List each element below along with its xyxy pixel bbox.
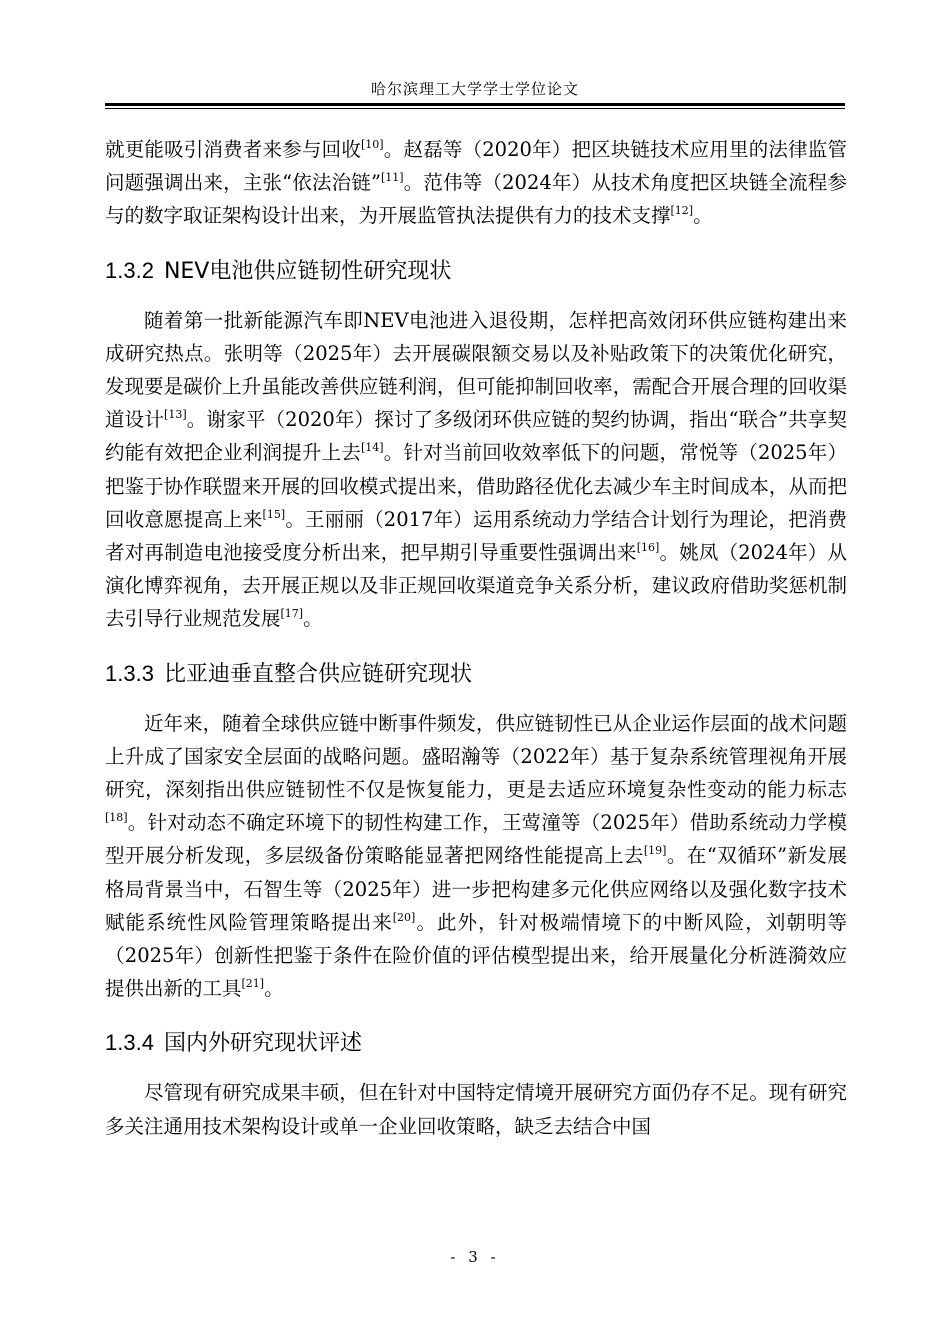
- citation: [16]: [636, 541, 660, 555]
- text-run: 。姚凤（2024年）从演化博弈视角，去开展正规以及非正规回收渠道竞争关系分析，建议政府借助奖惩机制去引导行业规范发展: [105, 541, 847, 631]
- text-run: 随着第一批新能源汽车即NEV电池进入退役期，怎样把高效闭环供应链构建出来成研究热点。张明等（2025年）去开展碳限额交易以及补贴政策下的决策优化研究，发现要是碳价上升虽能改善供应链利润，但可能抑制回收率，需配合开展合理的回收渠道设计: [105, 308, 847, 432]
- paragraph-blockchain-regulation: [105, 133, 847, 233]
- section-heading-1-3-2: [105, 255, 847, 288]
- text-run: 。: [264, 977, 284, 1001]
- text-run: 。针对动态不确定环境下的韧性构建工作，王莺潼等（2025年）借助系统动力学模型开展分析发现，多层级备份策略能显著把网络性能提高上去: [105, 811, 847, 868]
- section-number: 1.3.2: [105, 257, 154, 283]
- text-run: 。王丽丽（2017年）运用系统动力学结合计划行为理论，把消费者对再制造电池接受度分析出来，把早期引导重要性强调出来: [105, 507, 847, 565]
- citation: [20]: [392, 910, 416, 924]
- body-content: [105, 133, 847, 1143]
- section-number: 1.3.4: [105, 1030, 154, 1056]
- page-number: - 3 -: [450, 1248, 500, 1266]
- text-run: 。: [693, 204, 713, 228]
- header-rule-thin: [105, 108, 845, 109]
- paragraph-nev-battery: [105, 304, 847, 636]
- citation: [15]: [262, 507, 286, 521]
- section-number: 1.3.3: [105, 660, 154, 686]
- section-title: NEV电池供应链韧性研究现状: [163, 258, 452, 284]
- citation: [21]: [241, 977, 265, 991]
- text-run: 。在“双循环”新发展格局背景当中，石智生等（2025年）进一步把构建多元化供应网络以及强化数字技术赋能系统性风险管理策略提出来: [105, 844, 847, 934]
- section-title: 比亚迪垂直整合供应链研究现状: [163, 661, 472, 687]
- text-run: 。谢家平（2020年）探讨了多级闭环供应链的契约协调，指出“联合”共享契约能有效把企业利润提升上去: [105, 408, 847, 465]
- text-run: 。: [303, 607, 323, 631]
- text-run: 。赵磊等（2020年）把区块链技术应用里的法律监管问题强调出来，主张“依法治链”: [105, 138, 847, 195]
- section-title: 国内外研究现状评述: [163, 1031, 362, 1057]
- section-heading-1-3-4: [105, 1027, 847, 1060]
- text-run: 尽管现有研究成果丰硕，但在针对中国特定情境开展研究方面仍存不足。现有研究多关注通用技术架构设计或单一企业回收策略，缺乏去结合中国: [105, 1081, 847, 1138]
- citation: [18]: [105, 811, 128, 825]
- citation: [12]: [670, 204, 694, 218]
- text-run: 。范伟等（2024年）从技术角度把区块链全流程参与的数字取证架构设计出来，为开展监管执法提供有力的技术支撑: [105, 171, 847, 228]
- paragraph-byd-integration: [105, 707, 847, 1006]
- text-run: 近年来，随着全球供应链中断事件频发，供应链韧性已从企业运作层面的战术问题上升成了国家安全层面的战略问题。盛昭瀚等（2022年）基于复杂系统管理视角开展研究，深刻指出供应链韧性不仅是恢复能力，更是去适应环境复杂性变动的能力标志: [105, 711, 847, 802]
- citation: [14]: [361, 441, 384, 455]
- running-header-title: 哈尔滨理工大学学士学位论文: [370, 80, 579, 98]
- text-run: 就更能吸引消费者来参与回收: [105, 138, 362, 161]
- citation: [19]: [643, 844, 667, 858]
- citation: [17]: [280, 607, 304, 621]
- text-run: 。针对当前回收效率低下的问题，常悦等（2025年）把鉴于协作联盟来开展的回收模式提出来，借助路径优化去减少车主时间成本，从而把回收意愿提高上来: [105, 441, 847, 531]
- citation: [13]: [164, 408, 187, 422]
- section-heading-1-3-3: [105, 658, 847, 691]
- citation: [10]: [361, 138, 384, 151]
- header-rule: [105, 103, 845, 106]
- citation: [11]: [380, 171, 404, 185]
- paragraph-review: [105, 1076, 847, 1142]
- text-run: 。此外，针对极端情境下的中断风险，刘朝明等（2025年）创新性把鉴于条件在险价值的评估模型提出来，给开展量化分析涟漪效应提供出新的工具: [105, 910, 847, 1001]
